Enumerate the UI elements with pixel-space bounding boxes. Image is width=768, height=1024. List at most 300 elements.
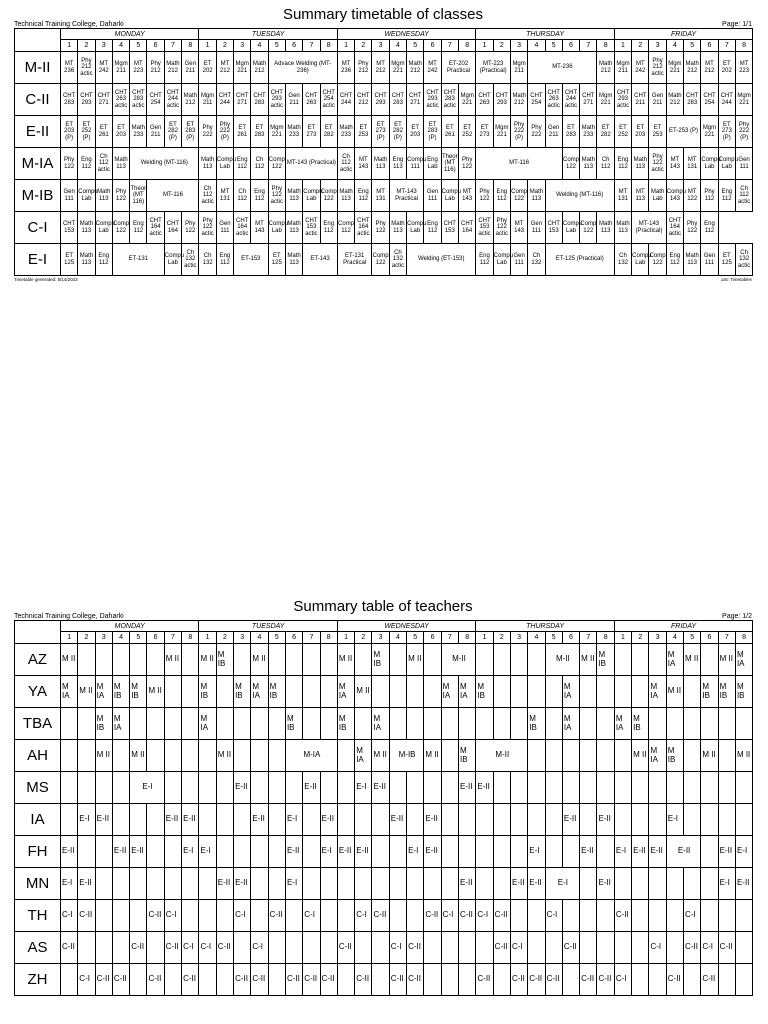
period-number: 2 [493, 40, 510, 52]
empty-cell [562, 836, 579, 868]
lesson-cell: MT 143 [355, 148, 372, 180]
empty-cell [441, 772, 458, 804]
lesson-cell: E-II [597, 804, 614, 836]
lesson-cell: Ch 132 [614, 244, 631, 276]
empty-cell [164, 964, 181, 996]
empty-cell [199, 964, 216, 996]
empty-cell [632, 868, 649, 900]
empty-cell [78, 740, 95, 772]
lesson-cell: Advace Welding (MT-236) [268, 52, 337, 84]
empty-cell [130, 900, 147, 932]
empty-cell [718, 772, 735, 804]
lesson-cell: CHT 283 [251, 84, 268, 116]
lesson-cell: CHT 254 actic [320, 84, 337, 116]
lesson-cell: Mgm 221 [493, 116, 510, 148]
lesson-cell: CHT 164 actic [234, 212, 251, 244]
lesson-cell: Phy 212 [355, 52, 372, 84]
lesson-cell: Gen 111 [510, 244, 527, 276]
lesson-cell: Eng 112 [320, 212, 337, 244]
empty-cell [303, 836, 320, 868]
lesson-cell: Mgm 221 [458, 84, 475, 116]
empty-cell [545, 836, 562, 868]
lesson-cell: E-I [735, 836, 752, 868]
empty-cell [684, 868, 701, 900]
empty-cell [493, 644, 510, 676]
lesson-cell: M IB [285, 708, 302, 740]
page-number: Page: 1/1 [722, 21, 752, 28]
table-row [15, 244, 753, 276]
corner-cell [15, 621, 61, 644]
empty-cell [735, 964, 752, 996]
empty-cell [580, 932, 597, 964]
empty-cell [493, 836, 510, 868]
lesson-cell: MT-236 [528, 52, 597, 84]
lesson-cell: C-I [61, 900, 78, 932]
lesson-cell: M IA [372, 708, 389, 740]
lesson-cell: Math 113 [112, 148, 129, 180]
empty-cell [182, 868, 199, 900]
lesson-cell: Compu Lab [78, 180, 95, 212]
empty-cell [510, 836, 527, 868]
empty-cell [407, 804, 424, 836]
empty-cell [112, 932, 129, 964]
empty-cell [78, 932, 95, 964]
lesson-cell: M II [666, 676, 683, 708]
lesson-cell: MT 143 [251, 212, 268, 244]
empty-cell [130, 644, 147, 676]
lesson-cell: E-II [562, 804, 579, 836]
lesson-cell: Compu 111 [407, 148, 424, 180]
empty-cell [268, 932, 285, 964]
lesson-cell: ET 125 [718, 244, 735, 276]
lesson-cell: E-II [528, 868, 545, 900]
empty-cell [389, 868, 406, 900]
lesson-cell: Gen 111 [424, 180, 441, 212]
empty-cell [268, 644, 285, 676]
lesson-cell: Phy 122 actic [268, 180, 285, 212]
lesson-cell: Math 113 [285, 212, 302, 244]
lesson-cell: MT-116 [476, 148, 562, 180]
empty-cell [95, 900, 112, 932]
period-number: 5 [545, 40, 562, 52]
empty-cell [182, 900, 199, 932]
lesson-cell: Mgm 221 [234, 52, 251, 84]
period-number: 6 [701, 632, 718, 644]
empty-cell [580, 708, 597, 740]
table-row [15, 180, 753, 212]
software-credit: aSc Timetables [721, 277, 752, 282]
empty-cell [372, 676, 389, 708]
empty-cell [337, 772, 354, 804]
lesson-cell: E-II [285, 836, 302, 868]
lesson-cell: E-I [545, 868, 580, 900]
period-number: 5 [268, 632, 285, 644]
empty-cell [285, 772, 302, 804]
empty-cell [424, 868, 441, 900]
class-timetable-section [14, 6, 752, 284]
lesson-cell: Phy 112 [701, 180, 718, 212]
lesson-cell: CHT 244 [718, 84, 735, 116]
lesson-cell: Phy 122 actic [649, 148, 666, 180]
lesson-cell: CHT 293 [78, 84, 95, 116]
lesson-cell: MT 212 [216, 52, 233, 84]
period-number: 3 [95, 40, 112, 52]
empty-cell [216, 772, 233, 804]
lesson-cell: E-II [130, 836, 147, 868]
lesson-cell: Phy 122 actic [199, 212, 216, 244]
empty-cell [441, 868, 458, 900]
empty-cell [649, 772, 666, 804]
empty-cell [597, 932, 614, 964]
period-number: 7 [441, 632, 458, 644]
empty-cell [701, 644, 718, 676]
lesson-cell: Ch 132 [199, 244, 216, 276]
empty-cell [614, 772, 631, 804]
empty-cell [441, 932, 458, 964]
empty-cell [234, 644, 251, 676]
empty-cell [493, 676, 510, 708]
empty-cell [285, 676, 302, 708]
empty-cell [597, 740, 614, 772]
lesson-cell: C-I [649, 932, 666, 964]
lesson-cell: MT 242 [632, 52, 649, 84]
empty-cell [78, 772, 95, 804]
lesson-cell: ET 261 [95, 116, 112, 148]
empty-cell [528, 772, 545, 804]
lesson-cell: M IB [528, 708, 545, 740]
empty-cell [337, 900, 354, 932]
empty-cell [528, 932, 545, 964]
lesson-cell: Theor (MT 116) [441, 148, 458, 180]
lesson-cell: ET 252 [614, 116, 631, 148]
lesson-cell: CHT 164 actic [355, 212, 372, 244]
lesson-cell: ET 282 (P) [164, 116, 181, 148]
empty-cell [303, 708, 320, 740]
empty-cell [666, 708, 683, 740]
table-row [15, 84, 753, 116]
lesson-cell: Welding (MT-116) [130, 148, 199, 180]
empty-cell [735, 708, 752, 740]
empty-cell [320, 708, 337, 740]
empty-cell [112, 900, 129, 932]
lesson-cell: CHT 293 actic [614, 84, 631, 116]
period-number: 5 [130, 40, 147, 52]
empty-cell [476, 644, 493, 676]
empty-cell [666, 932, 683, 964]
empty-cell [372, 804, 389, 836]
empty-cell [632, 804, 649, 836]
period-number: 6 [424, 40, 441, 52]
lesson-cell: Ch 132 actic [389, 244, 406, 276]
empty-cell [320, 932, 337, 964]
empty-cell [407, 900, 424, 932]
period-number: 7 [718, 40, 735, 52]
day-header: TUESDAY [199, 621, 337, 632]
lesson-cell: E-I [614, 836, 631, 868]
empty-cell [580, 868, 597, 900]
lesson-cell: E-I [355, 772, 372, 804]
empty-cell [285, 932, 302, 964]
period-number: 4 [251, 40, 268, 52]
row-label: C-II [15, 84, 61, 116]
empty-cell [216, 836, 233, 868]
empty-cell [320, 644, 337, 676]
lesson-cell: ET 253 [355, 116, 372, 148]
lesson-cell: M IA [337, 676, 354, 708]
lesson-cell: MT 212 [701, 52, 718, 84]
period-number: 3 [649, 40, 666, 52]
day-header: TUESDAY [199, 29, 337, 40]
period-number: 8 [735, 40, 752, 52]
lesson-cell: M-II [441, 644, 476, 676]
lesson-cell: E-I [718, 868, 735, 900]
empty-cell [493, 708, 510, 740]
empty-cell [424, 964, 441, 996]
lesson-cell: MT 223 [130, 52, 147, 84]
lesson-cell: CHT 254 [528, 84, 545, 116]
row-label: MS [15, 772, 61, 804]
empty-cell [458, 836, 475, 868]
empty-cell [268, 804, 285, 836]
empty-cell [320, 772, 337, 804]
lesson-cell: C-II [562, 932, 579, 964]
empty-cell [268, 868, 285, 900]
empty-cell [718, 740, 735, 772]
lesson-cell: M II [130, 740, 147, 772]
lesson-cell: Mgm 221 [735, 84, 752, 116]
lesson-cell: M IB [632, 708, 649, 740]
table-row [15, 740, 753, 772]
lesson-cell: Phy 222 [528, 116, 545, 148]
empty-cell [580, 740, 597, 772]
lesson-cell: E-II [234, 772, 251, 804]
lesson-cell: C-II [701, 964, 718, 996]
lesson-cell: MT 143 [666, 148, 683, 180]
empty-cell [458, 932, 475, 964]
lesson-cell: E-II [580, 836, 597, 868]
lesson-cell: Compu Lab [216, 148, 233, 180]
empty-cell [649, 868, 666, 900]
lesson-cell: Comp 122 [580, 212, 597, 244]
lesson-cell: ET 273 (P) [372, 116, 389, 148]
lesson-cell: CHT 263 actic [545, 84, 562, 116]
period-number: 4 [528, 632, 545, 644]
lesson-cell: C-II [147, 964, 164, 996]
lesson-cell: C-I [701, 932, 718, 964]
lesson-cell: C-II [320, 964, 337, 996]
lesson-cell: MT 131 [684, 148, 701, 180]
lesson-cell: ET-153 [234, 244, 269, 276]
period-number: 8 [735, 632, 752, 644]
row-label: M-II [15, 52, 61, 84]
empty-cell [424, 772, 441, 804]
row-label: TH [15, 900, 61, 932]
lesson-cell: Math Lab [649, 180, 666, 212]
lesson-cell: M IA [562, 708, 579, 740]
lesson-cell: C-II [389, 964, 406, 996]
empty-cell [510, 644, 527, 676]
period-number: 7 [580, 632, 597, 644]
lesson-cell: M IB [95, 708, 112, 740]
empty-cell [199, 772, 216, 804]
lesson-cell: M IA [735, 644, 752, 676]
lesson-cell: E-II [735, 868, 752, 900]
empty-cell [701, 868, 718, 900]
empty-cell [441, 708, 458, 740]
empty-cell [649, 708, 666, 740]
lesson-cell: Mgm 221 [389, 52, 406, 84]
lesson-cell: Phy 122 [476, 180, 493, 212]
row-label: AH [15, 740, 61, 772]
lesson-cell: MT 212 [372, 52, 389, 84]
lesson-cell: ET 125 [61, 244, 78, 276]
lesson-cell: E-I [61, 868, 78, 900]
lesson-cell: M-IA [285, 740, 337, 772]
lesson-cell: M IB [597, 644, 614, 676]
empty-cell [112, 868, 129, 900]
table-row [15, 900, 753, 932]
lesson-cell: M IA [649, 676, 666, 708]
empty-cell [147, 804, 164, 836]
row-label: TBA [15, 708, 61, 740]
empty-cell [61, 740, 78, 772]
lesson-cell: Phy 222 (P) [510, 116, 527, 148]
empty-cell [112, 772, 129, 804]
lesson-cell: C-II [407, 932, 424, 964]
lesson-cell: Phy 222 (P) [216, 116, 233, 148]
table-row [15, 644, 753, 676]
lesson-cell: Phy 222 (P) [735, 116, 752, 148]
empty-cell [528, 804, 545, 836]
empty-cell [458, 964, 475, 996]
lesson-cell: M IB [216, 644, 233, 676]
lesson-cell: C-II [130, 932, 147, 964]
empty-cell [164, 676, 181, 708]
empty-cell [320, 868, 337, 900]
lesson-cell: C-II [182, 964, 199, 996]
period-number: 2 [632, 40, 649, 52]
lesson-cell: CHT 164 [458, 212, 475, 244]
empty-cell [337, 964, 354, 996]
period-number: 5 [407, 632, 424, 644]
generated-date: Timetable generated: 8/14/2023 [14, 277, 78, 282]
lesson-cell: Welding (ET-153) [407, 244, 476, 276]
lesson-cell: Eng 112 [718, 180, 735, 212]
lesson-cell: M IB [337, 708, 354, 740]
lesson-cell: Mgm 221 [701, 116, 718, 148]
lesson-cell: M IB [372, 644, 389, 676]
empty-cell [424, 644, 441, 676]
period-number: 4 [112, 40, 129, 52]
period-number: 1 [614, 40, 631, 52]
empty-cell [320, 676, 337, 708]
lesson-cell: Mgm 211 [510, 52, 527, 84]
empty-cell [597, 708, 614, 740]
lesson-cell: MT 143 [510, 212, 527, 244]
lesson-cell: Eng 112 [130, 212, 147, 244]
empty-cell [182, 708, 199, 740]
empty-cell [701, 900, 718, 932]
row-label: E-I [15, 244, 61, 276]
empty-cell [303, 676, 320, 708]
empty-cell [510, 772, 527, 804]
lesson-cell: Math 212 [182, 84, 199, 116]
period-number: 1 [337, 632, 354, 644]
period-number: 8 [320, 632, 337, 644]
lesson-cell: M II [61, 644, 78, 676]
lesson-cell: Mgm 211 [199, 84, 216, 116]
lesson-cell: Eng 112 [251, 180, 268, 212]
empty-cell [476, 932, 493, 964]
lesson-cell: Math 212 [666, 84, 683, 116]
empty-cell [147, 836, 164, 868]
lesson-cell: C-I [614, 964, 631, 996]
lesson-cell: C-I [78, 964, 95, 996]
lesson-cell: C-I [182, 932, 199, 964]
empty-cell [632, 772, 649, 804]
lesson-cell: C-II [528, 964, 545, 996]
empty-cell [355, 644, 372, 676]
empty-cell [701, 708, 718, 740]
period-number: 4 [251, 632, 268, 644]
lesson-cell: Gen 111 [61, 180, 78, 212]
lesson-cell: E-I [182, 836, 199, 868]
lesson-cell: MT 143 [458, 180, 475, 212]
lesson-cell: Math 233 [580, 116, 597, 148]
empty-cell [562, 740, 579, 772]
empty-cell [303, 804, 320, 836]
lesson-cell: E-II [597, 868, 614, 900]
empty-cell [130, 804, 147, 836]
period-number: 7 [718, 632, 735, 644]
lesson-cell: CHT 153 actic [476, 212, 493, 244]
empty-cell [285, 644, 302, 676]
lesson-cell: Compu Lab [268, 212, 285, 244]
lesson-cell: Math 113 [597, 212, 614, 244]
lesson-cell: Gen 111 [216, 212, 233, 244]
empty-cell [580, 804, 597, 836]
lesson-cell: MT 113 [632, 180, 649, 212]
lesson-cell: Phy 122 actic [493, 212, 510, 244]
lesson-cell: M IA [458, 676, 475, 708]
empty-cell [355, 708, 372, 740]
lesson-cell: ET 252 [458, 116, 475, 148]
lesson-cell: CHT 153 [61, 212, 78, 244]
lesson-cell: C-II [234, 964, 251, 996]
lesson-cell: ET-253 (P) [666, 116, 701, 148]
empty-cell [580, 676, 597, 708]
empty-cell [355, 804, 372, 836]
lesson-cell: Compu Lab [701, 148, 718, 180]
empty-cell [95, 932, 112, 964]
lesson-cell: E-II [632, 836, 649, 868]
empty-cell [614, 676, 631, 708]
period-number: 5 [407, 40, 424, 52]
lesson-cell: Gen 111 [528, 212, 545, 244]
empty-cell [614, 644, 631, 676]
empty-cell [95, 868, 112, 900]
empty-cell [182, 644, 199, 676]
lesson-cell: C-II [147, 900, 164, 932]
lesson-cell: Math 113 [78, 212, 95, 244]
lesson-cell: CHT 153 [545, 212, 562, 244]
lesson-cell: M IB [666, 740, 683, 772]
lesson-cell: C-I [164, 900, 181, 932]
period-number: 6 [562, 632, 579, 644]
empty-cell [718, 804, 735, 836]
empty-cell [684, 772, 701, 804]
lesson-cell: ET 273 (P) [718, 116, 735, 148]
